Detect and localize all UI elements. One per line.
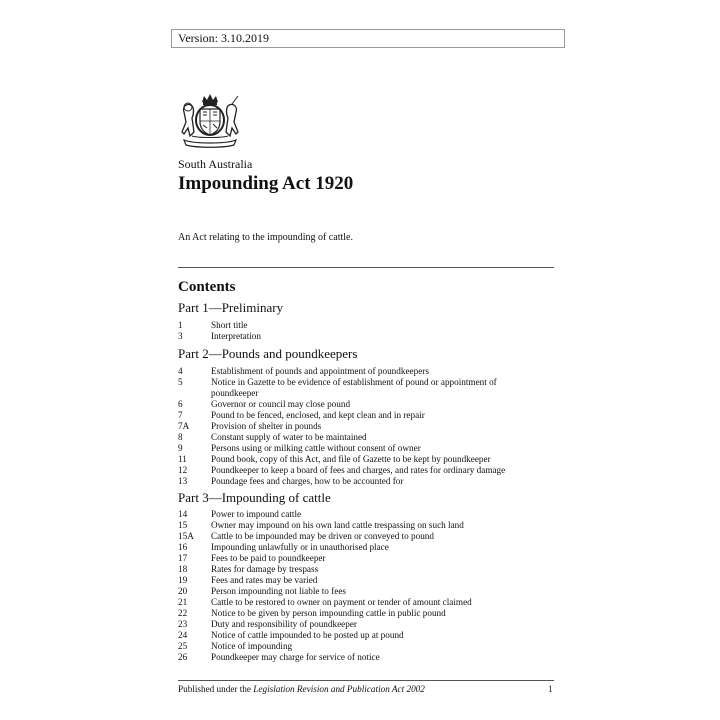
section-number: 26 — [178, 652, 188, 662]
section-number: 7 — [178, 410, 183, 420]
section-number: 18 — [178, 564, 188, 574]
section-title: Fees to be paid to poundkeeper — [211, 553, 326, 563]
footer-publication — [178, 684, 425, 694]
divider — [178, 267, 554, 268]
section-number: 13 — [178, 476, 188, 486]
section-title: Interpretation — [211, 331, 261, 341]
section-number: 17 — [178, 553, 188, 563]
section-number: 3 — [178, 331, 183, 341]
contents-heading: Contents — [178, 279, 236, 295]
section-number: 15 — [178, 520, 188, 530]
part-heading: Part 3—Impounding of cattle — [178, 490, 331, 505]
section-title: Poundkeeper to keep a board of fees and charges, and rates for ordinary damage — [211, 465, 506, 475]
section-title: Cattle to be impounded may be driven or conveyed to pound — [211, 531, 434, 541]
jurisdiction-label: South Australia — [178, 157, 253, 171]
section-number: 14 — [178, 509, 188, 519]
section-number: 7A — [178, 421, 190, 431]
section-title: Persons using or milking cattle without consent of owner — [211, 443, 421, 453]
section-number: 12 — [178, 465, 188, 475]
version-label: Version: 3.10.2019 — [171, 29, 565, 48]
page-number: 1 — [548, 684, 553, 694]
section-number: 20 — [178, 586, 188, 596]
section-title: Pound book, copy of this Act, and file of Gazette to be kept by poundkeeper — [211, 454, 491, 464]
section-number: 1 — [178, 320, 183, 330]
footer-act-name: Legislation Revision and Publication Act 2002 — [253, 684, 425, 694]
footer-divider — [178, 680, 554, 681]
section-title: Notice in Gazette to be evidence of establishment of pound or appointment of poundkeeper — [211, 377, 497, 398]
section-title: Notice of cattle impounded to be posted up at pound — [211, 630, 404, 640]
section-number: 11 — [178, 454, 187, 464]
section-title: Power to impound cattle — [211, 509, 302, 519]
section-number: 4 — [178, 366, 183, 376]
section-number: 6 — [178, 399, 183, 409]
section-title: Rates for damage by trespass — [211, 564, 319, 574]
section-title: Impounding unlawfully or in unauthorised place — [211, 542, 389, 552]
section-title: Person impounding not liable to fees — [211, 586, 346, 596]
act-title: Impounding Act 1920 — [178, 173, 354, 194]
section-title: Poundage fees and charges, how to be accounted for — [211, 476, 404, 486]
section-number: 8 — [178, 432, 183, 442]
section-title: Constant supply of water to be maintained — [211, 432, 367, 442]
section-number: 19 — [178, 575, 188, 585]
long-title: An Act relating to the impounding of cattle. — [178, 232, 353, 243]
section-number: 9 — [178, 443, 183, 453]
section-number: 22 — [178, 608, 188, 618]
footer-prefix: Published under the — [178, 684, 254, 694]
section-title: Provision of shelter in pounds — [211, 421, 322, 431]
section-number: 5 — [178, 377, 183, 387]
section-title: Fees and rates may be varied — [211, 575, 318, 585]
section-title: Owner may impound on his own land cattle trespassing on such land — [211, 520, 464, 530]
section-title: Poundkeeper may charge for service of notice — [211, 652, 380, 662]
section-number: 15A — [178, 531, 194, 541]
part-heading: Part 1—Preliminary — [178, 300, 284, 315]
section-number: 16 — [178, 542, 188, 552]
section-title: Cattle to be restored to owner on payment or tender of amount claimed — [211, 597, 472, 607]
section-number: 23 — [178, 619, 188, 629]
section-title: Notice of impounding — [211, 641, 293, 651]
section-title: Governor or council may close pound — [211, 399, 351, 409]
section-title: Notice to be given by person impounding cattle in public pound — [211, 608, 446, 618]
section-title: Establishment of pounds and appointment of poundkeepers — [211, 366, 429, 376]
part-heading: Part 2—Pounds and poundkeepers — [178, 346, 358, 361]
section-title: Short title — [211, 320, 248, 330]
section-number: 21 — [178, 597, 188, 607]
coat-of-arms-icon — [178, 92, 242, 148]
section-title: Duty and responsibility of poundkeeper — [211, 619, 357, 629]
section-title: Pound to be fenced, enclosed, and kept clean and in repair — [211, 410, 425, 420]
section-number: 24 — [178, 630, 188, 640]
section-number: 25 — [178, 641, 188, 651]
